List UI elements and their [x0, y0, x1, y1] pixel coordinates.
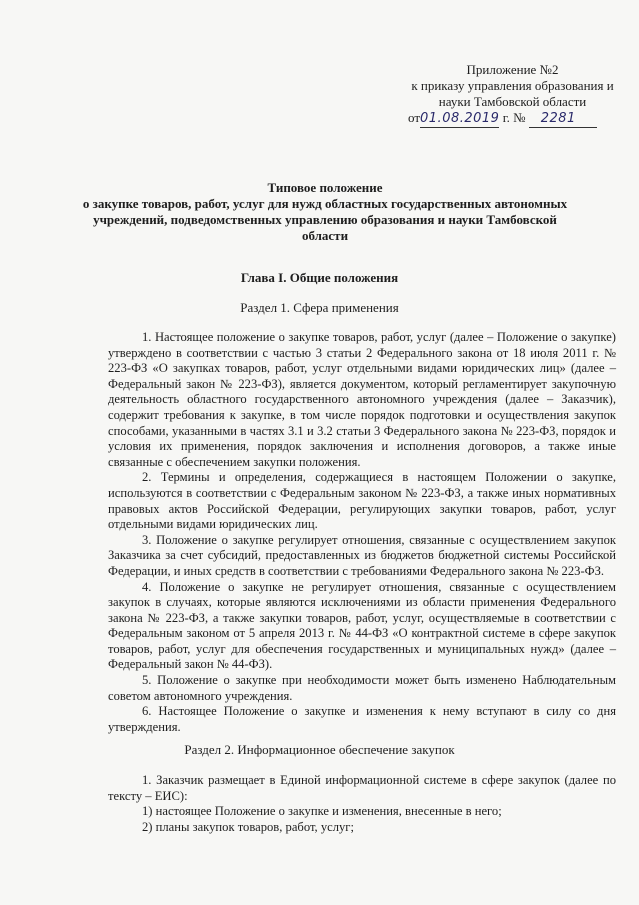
date-prefix: от	[408, 110, 421, 125]
paragraph: 2. Термины и определения, содержащиеся в настоящем Положении о закупке, используются в соответствии с Федеральным законом № 223-ФЗ, а также иных нормативных правовых актов Российской Федерации, регулирующих закупки товаров, работ, услуг отдельными видами юридических лиц.	[108, 470, 616, 532]
appendix-authority-line: науки Тамбовской области	[438, 94, 587, 109]
chapter-heading: Глава I. Общие положения	[240, 270, 399, 285]
paragraph: 5. Положение о закупке при необходимости может быть изменено Наблюдательным советом автономного учреждения.	[108, 673, 616, 703]
section-1-body	[108, 330, 616, 735]
appendix-header	[400, 62, 625, 128]
number-prefix: г. №	[502, 110, 526, 125]
appendix-order-line: к приказу управления образования и	[411, 78, 614, 93]
number-field	[529, 110, 597, 128]
title-line-2: о закупке товаров, работ, услуг для нужд областных государственных автономных	[82, 196, 568, 211]
title-line-1: Типовое положение	[267, 180, 383, 195]
appendix-date-line	[400, 110, 625, 128]
handwritten-number: 2281	[540, 111, 576, 126]
appendix-label: Приложение №2	[466, 62, 559, 77]
section-2-body	[108, 773, 616, 835]
date-field	[420, 110, 499, 128]
handwritten-date: 01.08.2019	[420, 111, 500, 126]
paragraph: 1. Настоящее положение о закупке товаров, работ, услуг (далее – Положение о закупке) утверждено в соответствии с частью 3 статьи 2 Федерального закона от 18 июля 2011 г. № 223-ФЗ «О закупках товаров, работ, услуг отдельными видами юридических лиц» (далее – Федеральный закон № 223-ФЗ), является документом, который регламентирует закупочную деятельность областного государственного автономного учреждения (далее – Заказчик), содержит требования к закупке, в том числе порядок подготовки и осуществления закупок способами, указанными в частях 3.1 и 3.2 статьи 3 Федерального закона № 223-ФЗ, порядок и условия их применения, порядок заключения и исполнения договоров, а также иные связанные с обеспечением закупки положения.	[108, 330, 616, 469]
paragraph: 3. Положение о закупке регулирует отношения, связанные с осуществлением закупок Заказчика за счет субсидий, предоставленных из бюджетов бюджетной системы Российской Федерации, и иных средств в соответствии с требованиями Федерального закона № 223-ФЗ.	[108, 532, 616, 578]
paragraph: 1. Заказчик размещает в Единой информационной системе в сфере закупок (далее по тексту – ЕИС):	[108, 773, 616, 803]
list-item: 1) настоящее Положение о закупке и изменения, внесенные в него;	[142, 804, 502, 819]
paragraph: 4. Положение о закупке не регулирует отношения, связанные с осуществлением закупок в случаях, которые являются исключениями из области применения Федерального закона № 223-ФЗ, а также закупки товаров, работ, услуг, осуществляемые в соответствии с Федеральным законом от 5 апреля 2013 г. № 44-ФЗ «О контрактной системе в сфере закупок товаров, работ, услуг для обеспечения государственных и муниципальных нужд» (далее – Федеральный закон № 44-ФЗ).	[108, 579, 616, 672]
list-item: 2) планы закупок товаров, работ, услуг;	[142, 819, 354, 834]
section-1-heading: Раздел 1. Сфера применения	[240, 300, 399, 315]
section-2-heading: Раздел 2. Информационное обеспечение закупок	[184, 742, 455, 757]
title-line-3: учреждений, подведомственных управлению образования и науки Тамбовской	[93, 212, 557, 227]
paragraph: 6. Настоящее Положение о закупке и изменения к нему вступают в силу со дня утверждения.	[108, 704, 616, 734]
document-title	[82, 180, 568, 244]
title-line-4: области	[301, 228, 349, 243]
